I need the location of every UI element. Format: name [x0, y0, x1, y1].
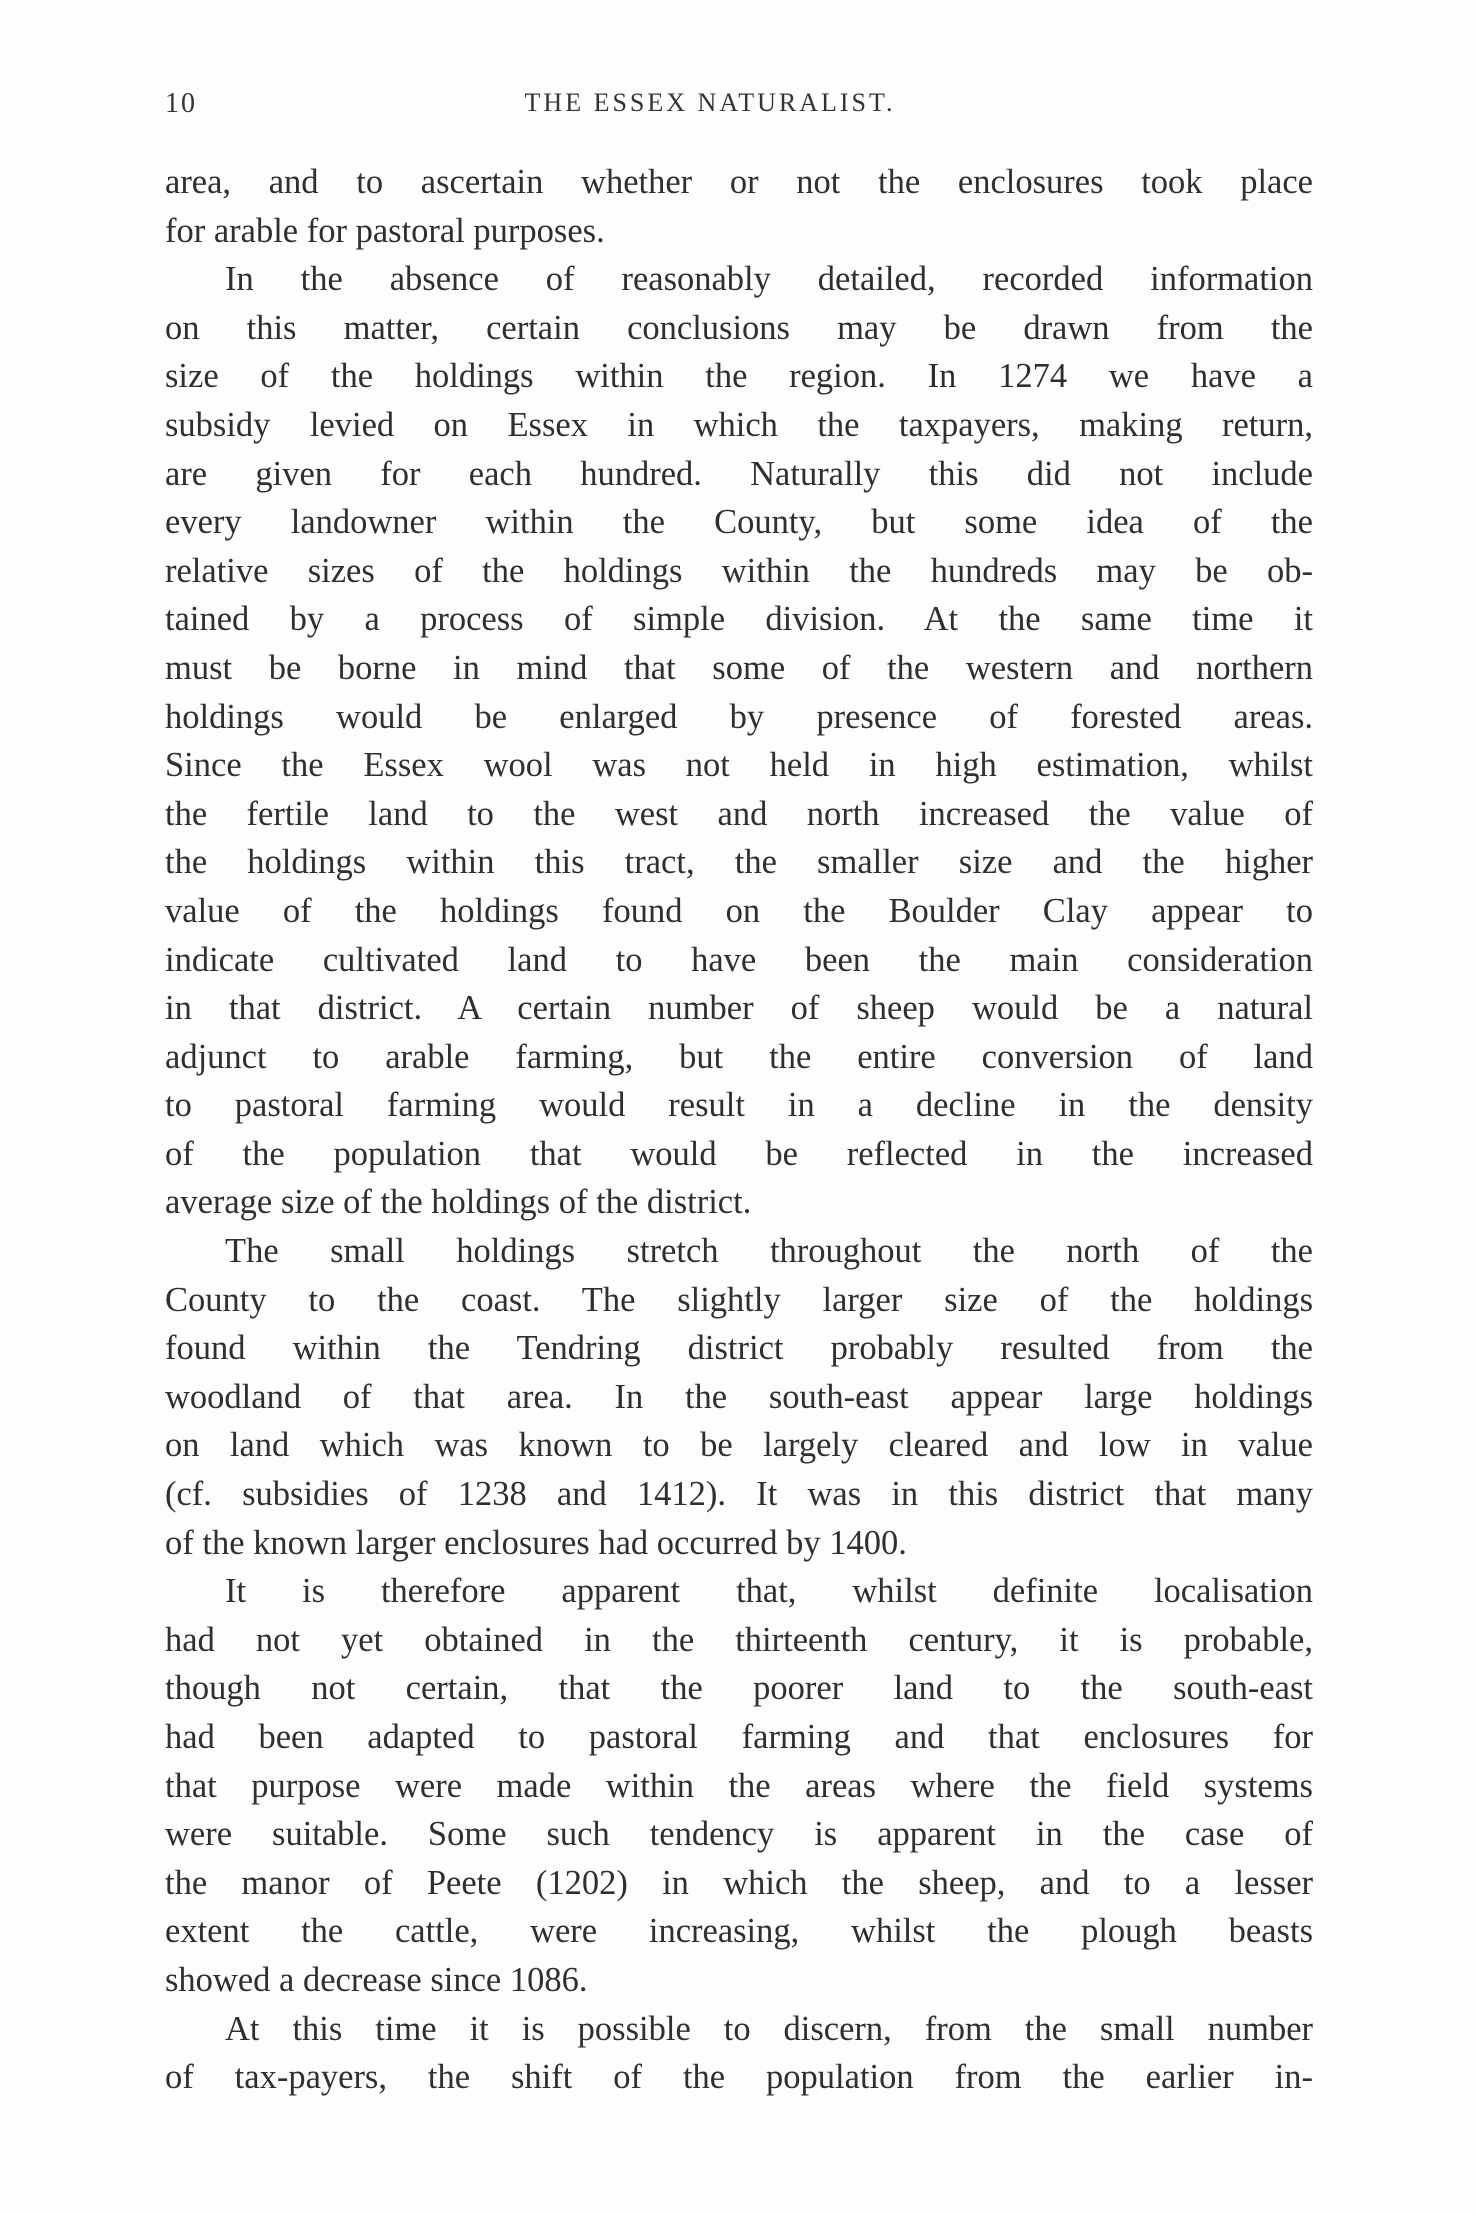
text-line: average size of the holdings of the district.: [165, 1183, 752, 1222]
text-line: of tax-payers, the shift of the population from the earlier in-: [165, 2058, 1313, 2097]
page-number: 10: [165, 88, 197, 119]
running-head: [165, 88, 1315, 128]
text-line: relative sizes of the holdings within the hundreds may be ob-: [165, 551, 1313, 590]
text-line: At this time it is possible to discern, from the small number: [225, 2009, 1313, 2048]
text-line: were suitable. Some such tendency is apparent in the case of: [165, 1815, 1313, 1854]
text-line: the holdings within this tract, the smaller size and the higher: [165, 843, 1313, 882]
text-line: every landowner within the County, but some idea of the: [165, 503, 1313, 542]
text-line: size of the holdings within the region. In 1274 we have a: [165, 357, 1313, 396]
text-line: had not yet obtained in the thirteenth century, it is probable,: [165, 1620, 1313, 1659]
text-line: Since the Essex wool was not held in high estimation, whilst: [165, 746, 1313, 785]
text-line: of the population that would be reflected in the increased: [165, 1134, 1313, 1173]
text-line: County to the coast. The slightly larger size of the holdings: [165, 1280, 1313, 1319]
text-line: The small holdings stretch throughout the north of the: [225, 1232, 1313, 1271]
body-text: [165, 158, 1313, 2102]
text-line: showed a decrease since 1086.: [165, 1960, 588, 1999]
running-title: THE ESSEX NATURALIST.: [524, 88, 896, 117]
text-line: tained by a process of simple division. At the same time it: [165, 600, 1313, 639]
text-line: extent the cattle, were increasing, whilst the plough beasts: [165, 1912, 1313, 1951]
text-line: in that district. A certain number of sheep would be a natural: [165, 989, 1313, 1028]
text-line: found within the Tendring district probably resulted from the: [165, 1329, 1313, 1368]
text-line: woodland of that area. In the south-east appear large holdings: [165, 1377, 1313, 1416]
text-line: of the known larger enclosures had occurred by 1400.: [165, 1523, 907, 1562]
text-line: on this matter, certain conclusions may be drawn from the: [165, 308, 1313, 347]
text-line: indicate cultivated land to have been the main consideration: [165, 940, 1313, 979]
text-line: must be borne in mind that some of the western and northern: [165, 648, 1313, 687]
text-line: value of the holdings found on the Boulder Clay appear to: [165, 891, 1313, 930]
text-line: adjunct to arable farming, but the entire conversion of land: [165, 1037, 1313, 1076]
text-line: though not certain, that the poorer land to the south-east: [165, 1669, 1313, 1708]
text-line: the fertile land to the west and north increased the value of: [165, 794, 1313, 833]
text-line: are given for each hundred. Naturally this did not include: [165, 454, 1313, 493]
text-line: for arable for pastoral purposes.: [165, 211, 605, 250]
text-line: It is therefore apparent that, whilst definite localisation: [225, 1572, 1313, 1611]
text-line: In the absence of reasonably detailed, recorded information: [225, 260, 1313, 299]
text-line: to pastoral farming would result in a decline in the density: [165, 1086, 1313, 1125]
text-line: (cf. subsidies of 1238 and 1412). It was in this district that many: [165, 1475, 1313, 1514]
text-line: that purpose were made within the areas where the field systems: [165, 1766, 1313, 1805]
text-line: area, and to ascertain whether or not the enclosures took place: [165, 163, 1313, 201]
text-line: holdings would be enlarged by presence of forested areas.: [165, 697, 1313, 736]
text-line: the manor of Peete (1202) in which the sheep, and to a lesser: [165, 1863, 1313, 1902]
text-line: had been adapted to pastoral farming and that enclosures for: [165, 1718, 1313, 1756]
text-line: on land which was known to be largely cleared and low in value: [165, 1426, 1313, 1465]
text-line: subsidy levied on Essex in which the taxpayers, making return,: [165, 405, 1313, 444]
